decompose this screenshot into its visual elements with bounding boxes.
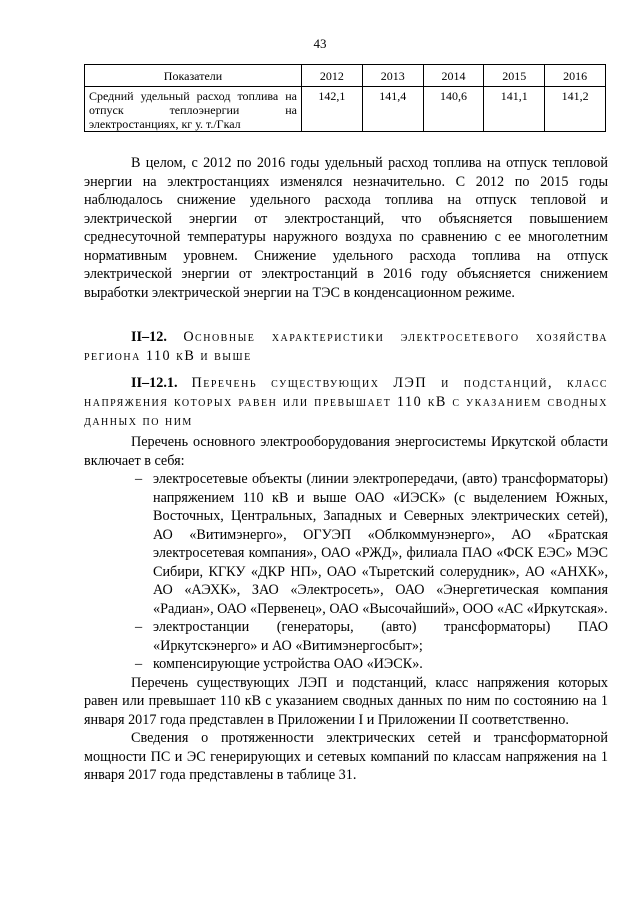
- table-header-cell: 2013: [362, 65, 423, 87]
- list-item-text: электросетевые объекты (линии электропередачи, (авто) трансформаторы) напряжением 110 кВ и выше ОАО «ИЭСК» (с выделением Южных, Восточных, Центральных, Западных и Северных электрических сетей), АО «Витимэнерго», ОГУЭП «Облкоммунэнерго», АО «Братская электросетевая компания», ОАО «РЖД», филиала ПАО «ФСК ЕЭС» МЭС Сибири, КГКУ «ДКР НП», ОАО «Тыретский солерудник», АО «АНХК», АО «АЭХК», ЗАО «Электросеть», ОАО «Энергетическая компания «Радиан», ОАО «Первенец», ОАО «Высочайший», ООО «АС «Иркутская».: [153, 471, 608, 617]
- section-title: Основные характеристики электросетевого хозяйства региона 110 кВ и выше: [84, 329, 608, 364]
- paragraph-text: В целом, с 2012 по 2016 годы удельный расход топлива на отпуск тепловой энергии на электростанциях изменялся незначительно. С 2012 по 2015 годы наблюдалось снижение удельного расхода топлива на отпуск тепловой и электрической энергии от электростанций, что объясняется повышением среднесуточной температуры наружного воздуха по сравнению с ее многолетним нормативным уровнем. Снижение удельного расхода топлива на отпуск электрической энергии от электростанций в 2016 году объясняется снижением выработки электрической энергии на ТЭС в конденсационном режиме.: [84, 155, 608, 301]
- list-intro: Перечень основного электрооборудования энергосистемы Иркутской области включает в себя:: [84, 434, 608, 469]
- table-row: [85, 87, 606, 132]
- bullet-dash: –: [135, 471, 143, 487]
- list-item-text: электростанции (генераторы, (авто) трансформаторы) ПАО «Иркутскэнерго» и АО «Витимэнергосбыт»;: [153, 619, 608, 654]
- list-item-text: компенсирующие устройства ОАО «ИЭСК».: [153, 656, 423, 672]
- subsection-title: Перечень существующих ЛЭП и подстанций, класс напряжения которых равен или превышает 110 кВ с указанием сводных данных по ним: [84, 375, 608, 429]
- paragraph-table-reference: Сведения о протяженности электрических сетей и трансформаторной мощности ПС и ЭС генерирующих и сетевых компаний по классам напряжения на 1 января 2017 года представлены в таблице 31.: [84, 730, 608, 783]
- fuel-consumption-table: [84, 64, 606, 132]
- subsection-number: II–12.1.: [131, 375, 178, 391]
- table-header-cell: 2015: [484, 65, 545, 87]
- equipment-list-block: [84, 433, 608, 785]
- paragraph-fuel-consumption: [84, 154, 608, 302]
- section-heading: [84, 328, 608, 366]
- table-header-cell: 2014: [423, 65, 484, 87]
- list-item: [84, 655, 608, 674]
- table-header-row: [85, 65, 606, 87]
- list-item: [84, 470, 608, 618]
- bullet-dash: –: [135, 619, 143, 635]
- paragraph-appendix-reference: Перечень существующих ЛЭП и подстанций, класс напряжения которых равен или превышает 110 кВ с указанием сводных данных по ним по состоянию на 1 января 2017 года представлен в Приложении I и Приложении II соответственно.: [84, 674, 608, 728]
- table-cell: 141,2: [545, 87, 606, 132]
- table-cell: 141,1: [484, 87, 545, 132]
- subsection-heading: [84, 374, 608, 431]
- section-number: II–12.: [131, 329, 167, 345]
- bullet-dash: –: [135, 656, 143, 672]
- list-item: [84, 618, 608, 655]
- table-cell: 141,4: [362, 87, 423, 132]
- table-cell: 140,6: [423, 87, 484, 132]
- table-row-label: Средний удельный расход топлива на отпуск теплоэнергии на электростанциях, кг у. т./Гкал: [85, 87, 302, 132]
- table-header-cell: Показатели: [85, 65, 302, 87]
- equipment-list: [84, 470, 608, 674]
- table-header-cell: 2012: [302, 65, 363, 87]
- page-number: 43: [313, 36, 327, 51]
- table-header-cell: 2016: [545, 65, 606, 87]
- table-cell: 142,1: [302, 87, 363, 132]
